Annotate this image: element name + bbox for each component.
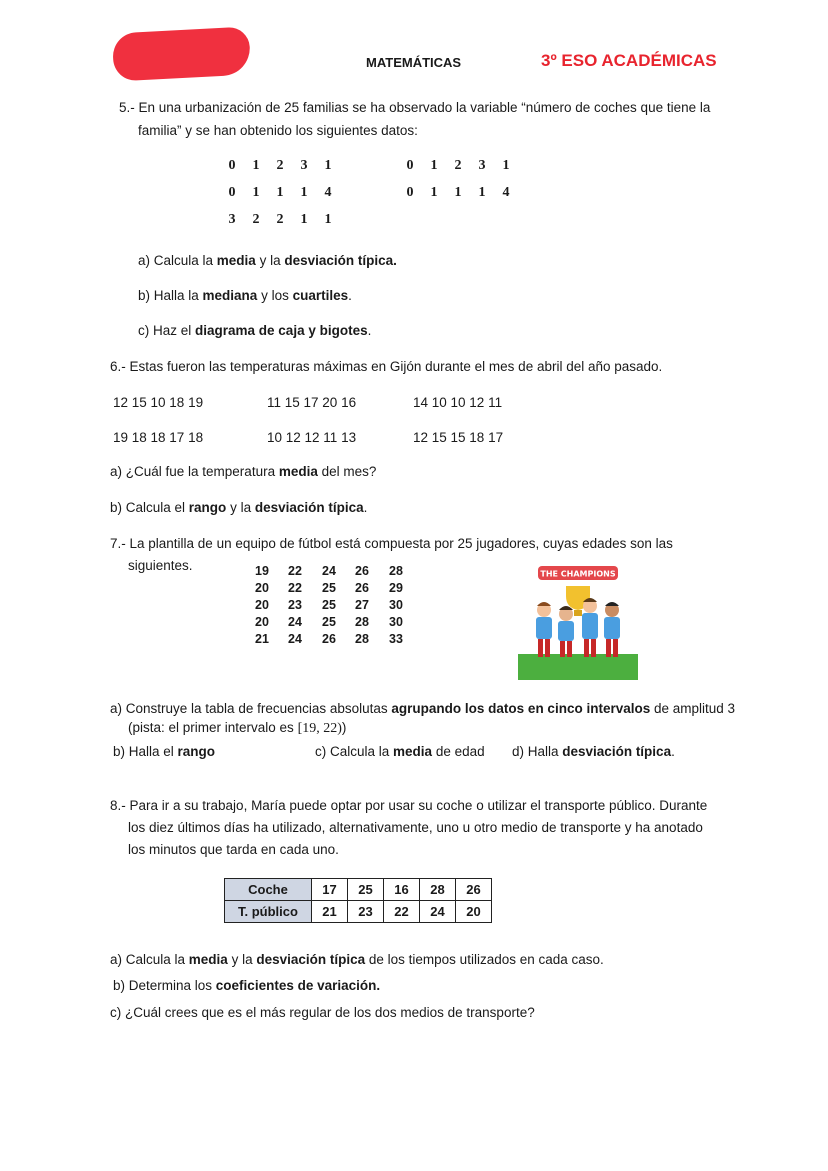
ex8-question-c: c) ¿Cuál crees que es el más regular de los dos medios de transporte? <box>110 1005 535 1020</box>
age-cell: 21 <box>255 632 269 646</box>
age-cell: 24 <box>288 615 302 629</box>
age-cell: 29 <box>389 581 403 595</box>
age-cell: 30 <box>389 615 403 629</box>
age-cell: 30 <box>389 598 403 612</box>
age-cell: 25 <box>322 615 336 629</box>
ex6-temps-r1c2: 11 15 17 20 16 <box>267 395 357 410</box>
table-cell: 16 <box>384 879 420 901</box>
grid-cell: 1 <box>276 185 284 200</box>
age-cell: 19 <box>255 564 269 578</box>
ex5-statement-line2: familia” y se han obtenido los siguientes datos: <box>138 123 418 138</box>
champions-illustration <box>518 566 638 680</box>
age-cell: 20 <box>255 615 269 629</box>
grid-cell: 1 <box>324 212 332 227</box>
age-cell: 26 <box>355 581 369 595</box>
grid-cell: 1 <box>478 185 486 200</box>
age-cell: 26 <box>355 564 369 578</box>
ex6-question-b: b) Calcula el rango y la desviación típica. <box>110 500 368 515</box>
age-cell: 22 <box>288 564 302 578</box>
age-cell: 28 <box>389 564 403 578</box>
redacted-name-mark <box>112 26 251 81</box>
table-cell: 25 <box>348 879 384 901</box>
table-cell: 17 <box>312 879 348 901</box>
grid-cell: 1 <box>430 185 438 200</box>
age-cell: 24 <box>288 632 302 646</box>
ex8-statement-line2: los diez últimos días ha utilizado, alternativamente, uno u otro medio de transporte y ha anotado <box>128 820 703 835</box>
table-cell: 26 <box>456 879 492 901</box>
grid-cell: 1 <box>252 158 260 173</box>
grid-cell: 0 <box>228 185 236 200</box>
grid-cell: 1 <box>430 158 438 173</box>
grid-cell: 0 <box>406 185 414 200</box>
age-cell: 20 <box>255 581 269 595</box>
ex7-hint: (pista: el primer intervalo es [19, 22)) <box>128 720 347 736</box>
table-cell: 22 <box>384 901 420 923</box>
table-cell: 20 <box>456 901 492 923</box>
grid-cell: 4 <box>324 185 332 200</box>
subject-title: MATEMÁTICAS <box>366 55 462 70</box>
ex6-question-a: a) ¿Cuál fue la temperatura media del mes? <box>110 464 377 479</box>
table-cell: 24 <box>420 901 456 923</box>
age-cell: 23 <box>288 598 302 612</box>
ex6-statement: 6.- Estas fueron las temperaturas máximas en Gijón durante el mes de abril del año pasado. <box>110 359 663 374</box>
grid-cell: 1 <box>300 185 308 200</box>
grid-cell: 3 <box>478 158 486 173</box>
age-cell: 20 <box>255 598 269 612</box>
ex7-question-a: a) Construye la tabla de frecuencias absolutas agrupando los datos en cinco intervalos de amplitud 3 <box>110 701 736 716</box>
grid-cell: 0 <box>228 158 236 173</box>
age-cell: 26 <box>322 632 336 646</box>
ex7-statement-line1: 7.- La plantilla de un equipo de fútbol está compuesta por 25 jugadores, cuyas edades son las <box>110 536 673 551</box>
age-cell: 28 <box>355 615 369 629</box>
age-cell: 24 <box>322 564 336 578</box>
ex7-question-b: b) Halla el rango <box>113 744 216 759</box>
age-cell: 25 <box>322 598 336 612</box>
grid-cell: 3 <box>228 212 236 227</box>
age-cell: 25 <box>322 581 336 595</box>
row-header-transporte-publico: T. público <box>225 901 312 923</box>
ex5-question-b: b) Halla la mediana y los cuartiles. <box>138 288 352 303</box>
ex8-question-a: a) Calcula la media y la desviación típica de los tiempos utilizados en cada caso. <box>110 952 604 967</box>
ex7-question-d: d) Halla desviación típica. <box>512 744 675 759</box>
grid-cell: 4 <box>502 185 510 200</box>
ex8-statement-line3: los minutos que tarda en cada uno. <box>128 842 339 857</box>
grid-cell: 1 <box>252 185 260 200</box>
course-title: 3º ESO ACADÉMICAS <box>541 51 717 70</box>
age-cell: 28 <box>355 632 369 646</box>
grid-cell: 2 <box>454 158 462 173</box>
ex5-statement-line1: 5.- En una urbanización de 25 familias se ha observado la variable “número de coches que tiene la <box>119 100 711 115</box>
grid-cell: 1 <box>324 158 332 173</box>
table-cell: 21 <box>312 901 348 923</box>
banner-text: THE CHAMPIONS <box>540 569 616 579</box>
grid-cell: 2 <box>276 158 284 173</box>
ex8-times-table <box>224 878 492 923</box>
interval-notation: [19, 22) <box>297 721 342 736</box>
grid-cell: 2 <box>276 212 284 227</box>
ex7-statement-line2: siguientes. <box>128 558 193 573</box>
age-cell: 33 <box>389 632 403 646</box>
age-cell: 27 <box>355 598 369 612</box>
grid-cell: 0 <box>406 158 414 173</box>
ex6-temps-r2c2: 10 12 12 11 13 <box>267 430 357 445</box>
grid-cell: 1 <box>300 212 308 227</box>
ex8-statement-line1: 8.- Para ir a su trabajo, María puede optar por usar su coche o utilizar el transporte público. Durante <box>110 798 708 813</box>
row-header-coche: Coche <box>225 879 312 901</box>
ex5-question-c: c) Haz el diagrama de caja y bigotes. <box>138 323 372 338</box>
grass-field <box>518 654 638 680</box>
ex6-temps-r2c1: 19 18 18 17 18 <box>113 430 204 445</box>
grid-cell: 2 <box>252 212 260 227</box>
table-cell: 28 <box>420 879 456 901</box>
table-cell: 23 <box>348 901 384 923</box>
ex5-question-a: a) Calcula la media y la desviación típica. <box>138 253 397 268</box>
table-row <box>225 879 492 901</box>
age-cell: 22 <box>288 581 302 595</box>
grid-cell: 1 <box>454 185 462 200</box>
grid-cell: 1 <box>502 158 510 173</box>
ex6-temps-r1c1: 12 15 10 18 19 <box>113 395 204 410</box>
ex6-temps-r2c3: 12 15 15 18 17 <box>413 430 504 445</box>
table-row <box>225 901 492 923</box>
ex6-temps-r1c3: 14 10 10 12 11 <box>413 395 503 410</box>
ex8-question-b: b) Determina los coeficientes de variación. <box>113 978 381 993</box>
grid-cell: 3 <box>300 158 308 173</box>
ex7-question-c: c) Calcula la media de edad <box>315 744 485 759</box>
